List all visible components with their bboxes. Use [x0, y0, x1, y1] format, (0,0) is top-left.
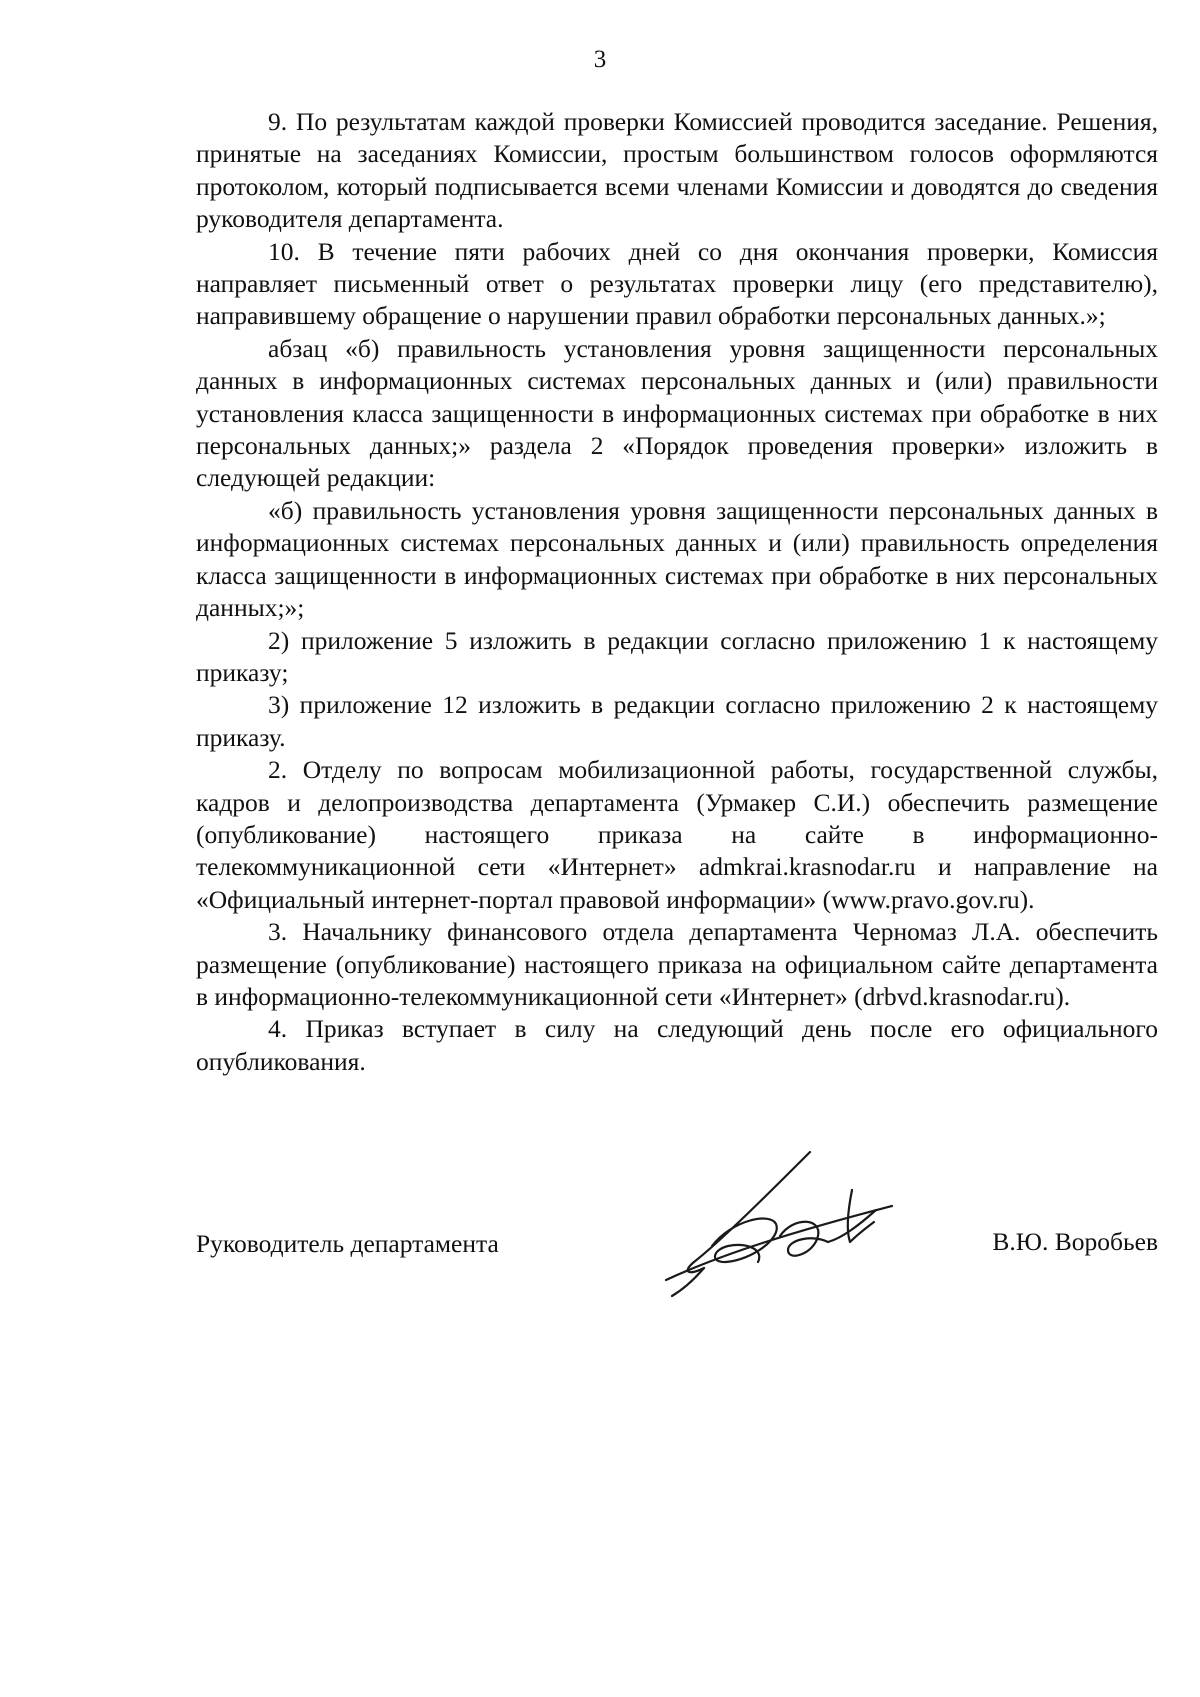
signatory-position: Руководитель департамента	[196, 1229, 499, 1258]
document-body	[196, 106, 1158, 1078]
paragraph-new-b: «б) правильность установления уровня защищенности персональных данных в информационных системах персональных данных и (или) правильность определения класса защищенности в информационных системах при обработке в них персональных данных;»;	[196, 495, 1158, 623]
paragraph-sub-3: 3) приложение 12 изложить в редакции согласно приложению 2 к настоящему приказу.	[196, 690, 1158, 752]
handwritten-signature	[652, 1150, 902, 1300]
paragraph-item-9: 9. По результатам каждой проверки Комиссией проводится заседание. Решения, принятые на заседаниях Комиссии, простым большинством голосов оформляются протоколом, который подписывается всеми членами Комиссии и доводятся до сведения руководителя департамента.	[196, 107, 1158, 234]
signatory-name: В.Ю. Воробьев	[992, 1227, 1158, 1256]
paragraph-item-10: 10. В течение пяти рабочих дней со дня окончания проверки, Комиссия направляет письменный ответ о результатах проверки лицу (его представителю), направившему обращение о нарушении правил обработки персональных данных.»;	[196, 236, 1158, 331]
paragraph-sub-2: 2) приложение 5 изложить в редакции согласно приложению 1 к настоящему приказу;	[196, 625, 1158, 687]
paragraph-point-2: 2. Отделу по вопросам мобилизационной работы, государственной службы, кадров и делопроизводства департамента (Урмакер С.И.) обеспечить размещение (опубликование) настоящего приказа на сайте в информационно-телекоммуникационной сети «Интернет» admkrai.krasnodar.ru и направление на «Официальный интернет-портал правовой информации» (www.pravo.gov.ru).	[196, 755, 1158, 914]
page-number: 3	[593, 46, 607, 73]
paragraph-point-3: 3. Начальнику финансового отдела департамента Черномаз Л.А. обеспечить размещение (опубликование) настоящего приказа на официальном сайте департамента в информационно-телекоммуникационной сети «Интернет» (drbvd.krasnodar.ru).	[196, 917, 1158, 1011]
paragraph-abzac-b: абзац «б) правильность установления уровня защищенности персональных данных в информационных системах персональных данных и (или) правильности установления класса защищенности в информационных системах при обработке в них персональных данных;» раздела 2 «Порядок проведения проверки» изложить в следующей редакции:	[196, 333, 1158, 493]
paragraph-point-4: 4. Приказ вступает в силу на следующий день после его официального опубликования.	[196, 1014, 1158, 1076]
